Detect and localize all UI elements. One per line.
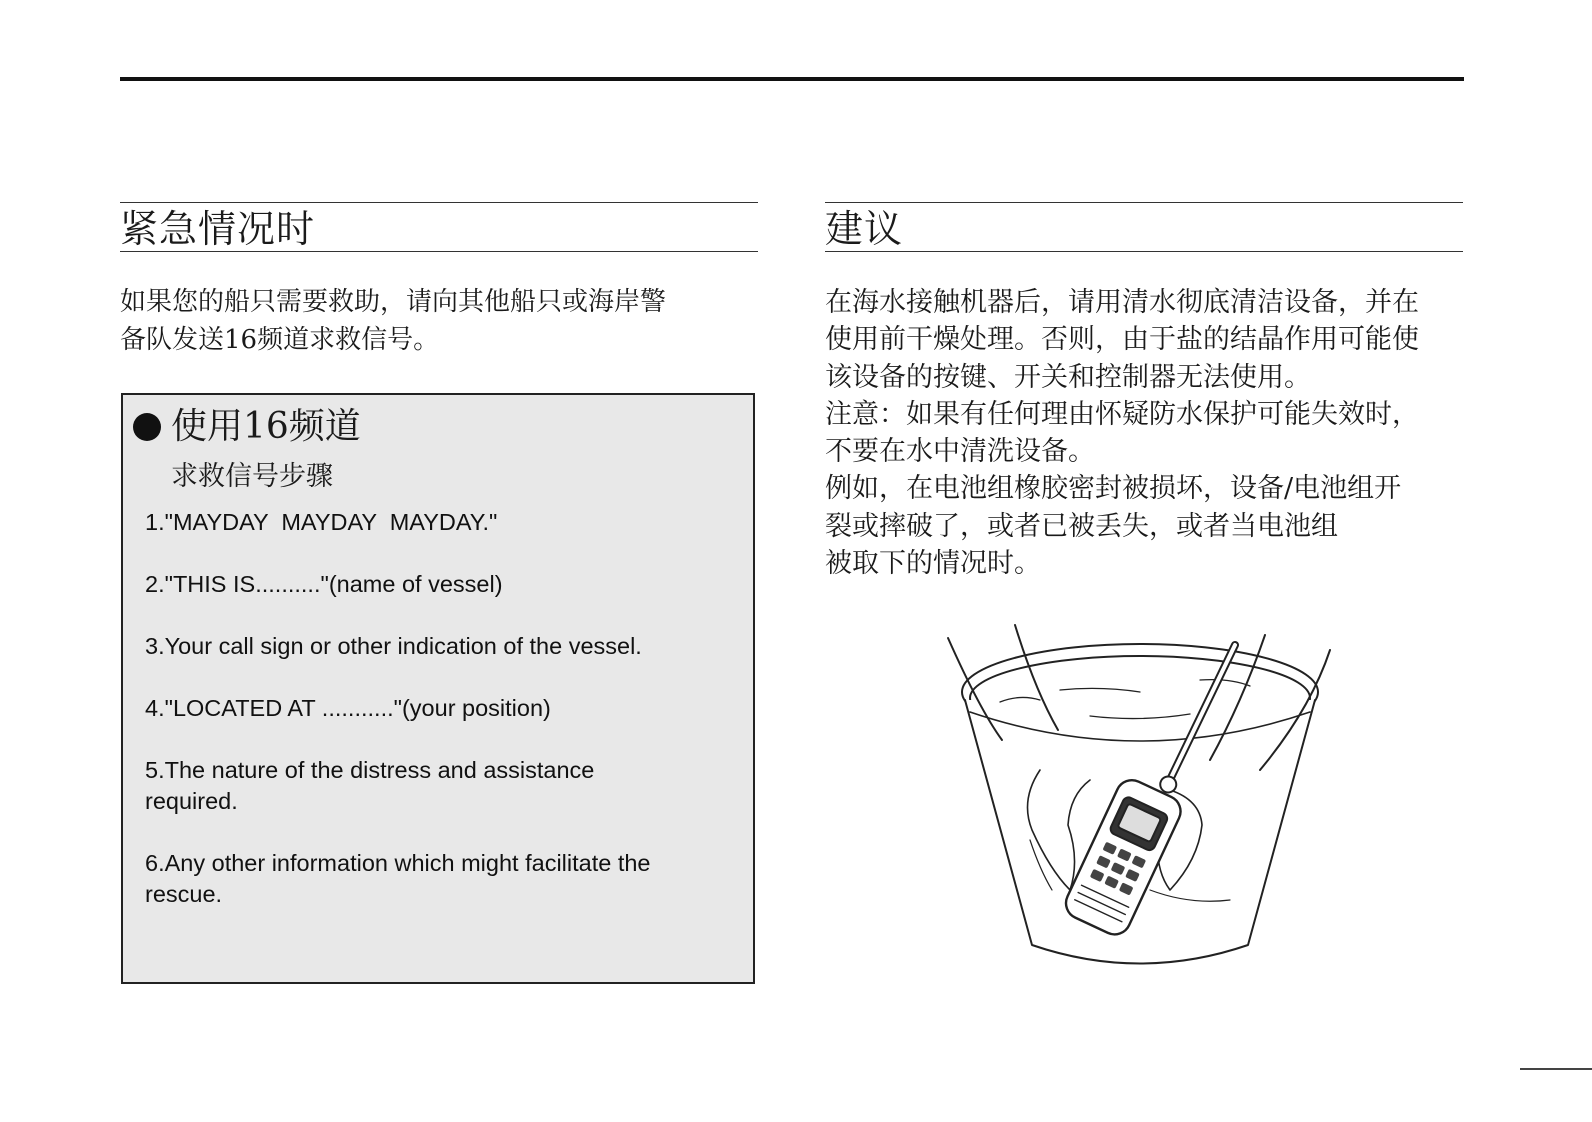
advice-line: 使用前干燥处理。否则，由于盐的结晶作用可能使 <box>825 324 1419 356</box>
distress-step: 5.The nature of the distress and assistance required. <box>145 757 595 814</box>
advice-line: 例如，在电池组橡胶密封被损坏，设备/电池组开 <box>825 473 1402 505</box>
advice-title: 建议 <box>825 202 1463 252</box>
advice-body <box>825 284 1485 582</box>
bullet-icon <box>133 413 161 441</box>
emergency-intro-line: 备队发送16频道求救信号。 <box>120 324 440 355</box>
emergency-intro <box>120 284 758 359</box>
distress-box-heading <box>133 405 361 449</box>
distress-step: 6.Any other information which might facilitate the rescue. <box>145 850 651 907</box>
distress-steps-list <box>145 507 735 941</box>
distress-box-subheading: 求救信号步骤 <box>171 461 333 492</box>
emergency-title: 紧急情况时 <box>120 202 758 252</box>
advice-line: 注意：如果有任何理由怀疑防水保护可能失效时， <box>825 398 1419 430</box>
header-rule <box>120 77 1464 81</box>
advice-line: 在海水接触机器后，请用清水彻底清洁设备，并在 <box>825 287 1419 318</box>
page-edge-mark <box>1520 1068 1592 1070</box>
distress-step: 2."THIS IS.........."(name of vessel) <box>145 571 503 597</box>
distress-procedure-box <box>121 393 755 984</box>
distress-step: 4."LOCATED AT ..........."(your position) <box>145 695 551 721</box>
distress-step: 3.Your call sign or other indication of the vessel. <box>145 633 642 659</box>
advice-line: 被取下的情况时。 <box>825 548 1041 580</box>
radio-washing-illustration <box>940 620 1340 980</box>
emergency-section <box>120 202 758 359</box>
distress-box-heading-text: 使用16频道 <box>171 406 361 447</box>
emergency-intro-line: 如果您的船只需要救助，请向其他船只或海岸警 <box>120 287 667 317</box>
advice-line: 该设备的按键、开关和控制器无法使用。 <box>825 361 1311 393</box>
advice-line: 裂或摔破了，或者已被丢失，或者当电池组 <box>825 510 1338 542</box>
distress-step: 1."MAYDAY MAYDAY MAYDAY." <box>145 509 498 535</box>
advice-line: 不要在水中清洗设备。 <box>825 436 1095 468</box>
advice-section <box>825 202 1463 582</box>
